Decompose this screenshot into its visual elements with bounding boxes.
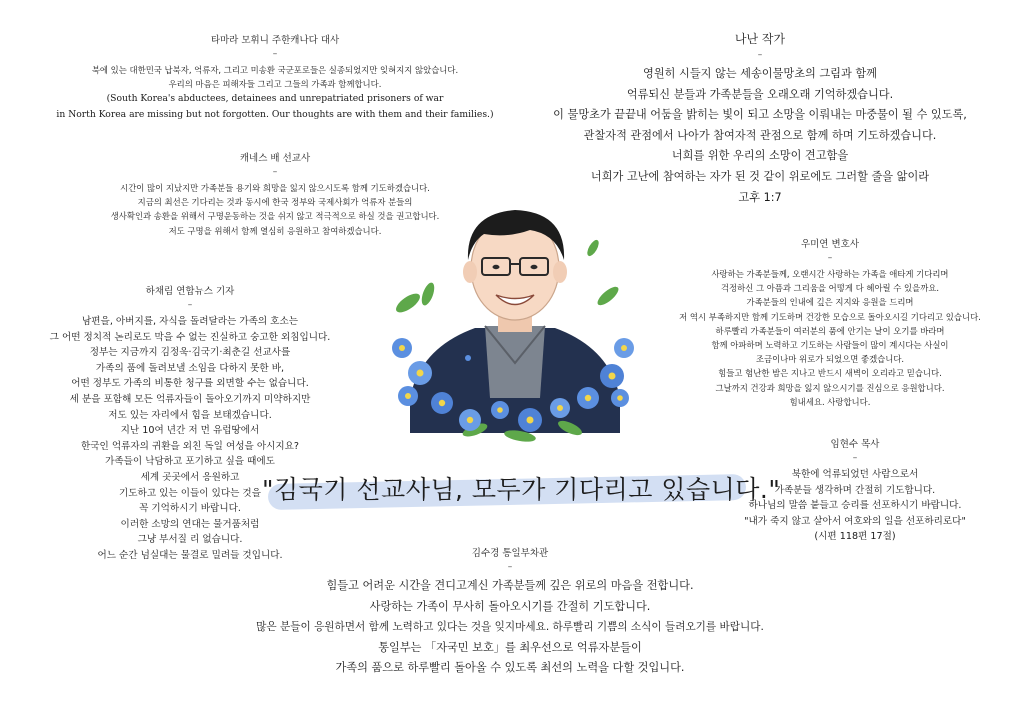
central-quote: "김국기 선교사님, 모두가 기다리고 있습니다." — [262, 475, 781, 504]
missionary-heading: 캐네스 배 선교사 — [239, 153, 311, 164]
reporter-line: 기도하고 있는 이들이 있다는 것을 — [119, 487, 261, 499]
reporter-line: 정부는 지금까지 김정욱·김국기·최춘길 선교사를 — [89, 347, 291, 359]
reporter-line: 한국인 억류자의 귀환을 외친 독일 여성을 아시지요? — [80, 440, 299, 452]
vice-minister-message — [200, 545, 820, 679]
author-heading: 나난 작가 — [734, 32, 786, 46]
author-dash: – — [757, 50, 763, 60]
vice-minister-heading: 김수경 통일부차관 — [471, 548, 549, 559]
vice-minister-dash: – — [507, 562, 513, 572]
reporter-line: 이러한 소망의 연대는 물거품처럼 — [120, 518, 260, 530]
lawyer-heading: 우미연 변호사 — [800, 239, 860, 250]
lawyer-line: 저 역시 부족하지만 함께 기도하며 건강한 모습으로 돌아오시길 기다리고 있습니다. — [679, 311, 981, 322]
ambassador-line: 북에 있는 대한민국 납북자, 억류자, 그리고 미송환 국군포로들은 실종되었지만 잊혀지지 않았습니다. — [91, 65, 459, 75]
missionary-line: 지금의 최선은 기다리는 것과 동시에 한국 정부와 국제사회가 억류자 분들의 — [137, 197, 413, 208]
reporter-message — [20, 283, 360, 564]
pastor-line: (시편 118편 17절) — [814, 531, 896, 543]
author-line: 관찰자적 관점에서 나아가 참여자적 관점으로 함께 하며 기도하겠습니다. — [583, 128, 937, 142]
author-line: 너희가 고난에 참여하는 자가 된 것 같이 위로에도 그러할 줄을 앎이라 — [590, 169, 930, 183]
reporter-line: 가족의 품에 돌려보낼 소임을 다하지 못한 바, — [95, 362, 285, 374]
man-portrait-illustration — [380, 198, 650, 450]
lawyer-line: 걱정하신 그 아픔과 그리움을 어떻게 다 헤아릴 수 있을까요. — [720, 283, 940, 294]
reporter-line: 남편을, 아버지를, 자식을 돌려달라는 가족의 호소는 — [82, 316, 298, 327]
pastor-line: 하나님의 말씀 붙들고 승리를 선포하시기 바랍니다. — [748, 500, 962, 512]
reporter-line: 지난 10여 년간 저 먼 유럽땅에서 — [120, 425, 260, 437]
missionary-line: 시간이 많이 지났지만 가족분들 용기와 희망을 잃지 않으시도록 함께 기도하겠습니다. — [120, 183, 430, 193]
pastor-line: 가족분들 생각하며 간절히 기도합니다. — [774, 484, 936, 496]
vice-minister-line: 많은 분들이 응원하면서 함께 노력하고 있다는 것을 잊지마세요. 하루빨리 기쁨의 소식이 들려오기를 바랍니다. — [256, 621, 764, 634]
reporter-line: 저도 있는 자리에서 힘을 보태겠습니다. — [108, 409, 272, 421]
reporter-line: 어떤 정부도 가족의 비통한 청구를 외면할 수는 없습니다. — [71, 378, 309, 390]
vice-minister-line: 통일부는 「자국민 보호」를 최우선으로 억류자분들이 — [378, 640, 642, 654]
missionary-line: 생사확인과 송환을 위해서 구명운동하는 것을 쉬지 않고 적극적으로 하실 것을 권고합니다. — [110, 211, 440, 222]
reporter-dash: – — [187, 300, 193, 310]
reporter-line: 그냥 부서질 리 없습니다. — [137, 534, 243, 546]
reporter-line: 세계 곳곳에서 응원하고 — [140, 471, 240, 483]
pastor-line: 북한에 억류되었던 사람으로서 — [791, 469, 919, 480]
missionary-line: 저도 구명을 위해서 함께 열심히 응원하고 참여하겠습니다. — [168, 225, 382, 236]
reporter-line: 가족들이 낙담하고 포기하고 싶을 때에도 — [105, 456, 275, 468]
author-line: 영원히 시들지 않는 세송이물망초의 그림과 함께 — [643, 67, 877, 80]
author-line: 이 물망초가 끝끝내 어둠을 밝히는 빛이 되고 소망을 이뤄내는 마중물이 될 수 있도록, — [553, 108, 967, 122]
author-line: 너희를 위한 우리의 소망이 견고함을 — [671, 149, 849, 163]
author-message — [525, 30, 995, 208]
author-line: 고후 1:7 — [738, 190, 782, 204]
reporter-line: 어느 순간 넘실대는 물결로 밀려들 것입니다. — [97, 549, 283, 561]
ambassador-dash: – — [272, 49, 278, 59]
reporter-line: 그 어떤 정치적 논리로도 막을 수 없는 진실하고 숭고한 외침입니다. — [49, 331, 331, 343]
pastor-line: "내가 죽지 않고 살아서 여호와의 일을 선포하리로다" — [744, 515, 966, 527]
reporter-line: 꼭 기억하시기 바랍니다. — [139, 503, 241, 515]
lawyer-line: 사랑하는 가족분들께, 오랜시간 사랑하는 가족을 애타게 기다리며 — [711, 269, 949, 279]
ambassador-heading: 타마라 모휘니 주한캐나다 대사 — [210, 35, 340, 46]
lawyer-line: 함께 아파하며 노력하고 기도하는 사람들이 많이 계시다는 사실이 — [711, 340, 949, 351]
ambassador-message — [40, 32, 510, 123]
lawyer-line: 그날까지 건강과 희망을 잃지 않으시기를 진심으로 응원합니다. — [715, 382, 945, 393]
lawyer-line: 가족분들의 인내에 깊은 지지와 응원을 드리며 — [746, 297, 914, 308]
ambassador-english-line: in North Korea are missing but not forgotten. Our thoughts are with them and their families.) — [56, 109, 494, 121]
ambassador-english-line: (South Korea's abductees, detainees and unrepatriated prisoners of war — [106, 93, 444, 105]
vice-minister-line: 힘들고 어려운 시간을 견디고계신 가족분들께 깊은 위로의 마음을 전합니다. — [326, 579, 694, 592]
reporter-heading: 하채림 연합뉴스 기자 — [145, 286, 235, 297]
pastor-heading: 임현수 목사 — [830, 439, 880, 450]
pastor-dash: – — [852, 453, 858, 463]
vice-minister-line: 사랑하는 가족이 무사히 돌아오시기를 간절히 기도합니다. — [369, 599, 651, 613]
lawyer-line: 하루빨리 가족분들이 여러분의 품에 안기는 날이 오기를 바라며 — [715, 325, 945, 336]
lawyer-line: 힘내세요. 사랑합니다. — [789, 396, 871, 407]
lawyer-message — [640, 236, 1020, 409]
vice-minister-line: 가족의 품으로 하루빨리 돌아올 수 있도록 최선의 노력을 다할 것입니다. — [335, 661, 685, 675]
author-line: 억류되신 분들과 가족분들을 오래오래 기억하겠습니다. — [626, 87, 894, 101]
ambassador-line: 우리의 마음은 피해자들 그리고 그들의 가족과 함께합니다. — [168, 79, 382, 90]
lawyer-dash: – — [827, 253, 833, 263]
reporter-line: 세 분을 포함해 모든 억류자들이 돌아오기까지 미약하지만 — [69, 393, 311, 405]
lawyer-line: 조금이나마 위로가 되었으면 좋겠습니다. — [755, 354, 905, 365]
lawyer-line: 힘들고 험난한 밤은 지나고 반드시 새벽이 오리라고 믿습니다. — [718, 368, 942, 379]
missionary-dash: – — [272, 167, 278, 177]
